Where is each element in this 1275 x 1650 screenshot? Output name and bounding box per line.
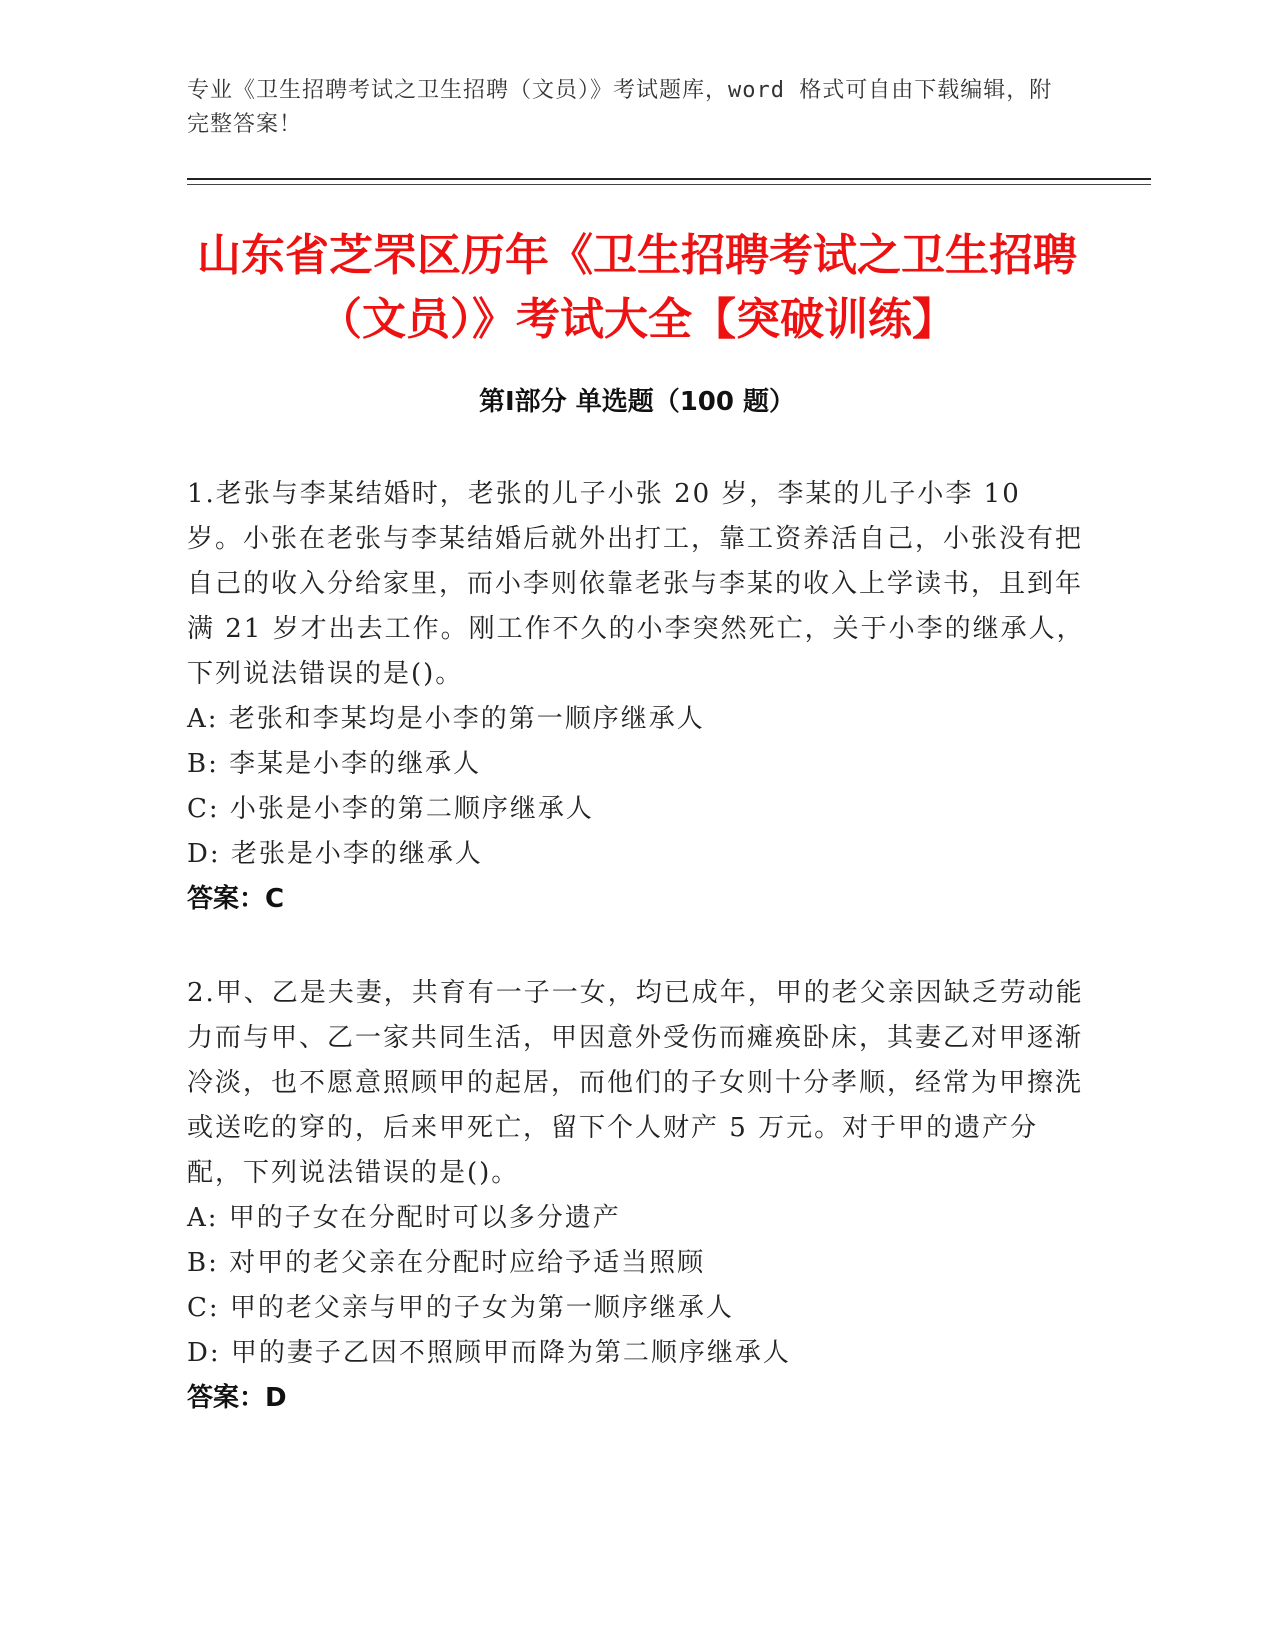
answer: 答案：D bbox=[187, 1383, 287, 1413]
option-b: B: 对甲的老父亲在分配时应给予适当照顾 bbox=[187, 1248, 706, 1278]
answer: 答案：C bbox=[187, 884, 285, 914]
document-title: 山东省芝罘区历年《卫生招聘考试之卫生招聘（文员）》考试大全【突破训练】 bbox=[197, 230, 1077, 345]
option-b: B: 李某是小李的继承人 bbox=[187, 749, 482, 779]
option-d: D: 甲的妻子乙因不照顾甲而降为第二顺序继承人 bbox=[187, 1338, 791, 1368]
option-a: A: 老张和李某均是小李的第一顺序继承人 bbox=[187, 704, 705, 734]
option-a: A: 甲的子女在分配时可以多分遗产 bbox=[187, 1203, 621, 1233]
question-stem: 1.老张与李某结婚时，老张的儿子小张 20 岁，李某的儿子小李 10 岁。小张在老张与李某结婚后就外出打工，靠工资养活自己，小张没有把自己的收入分给家里，而小李则依靠老张与李某的收入上学读书，且到年满 21 岁才出去工作。刚工作不久的小李突然死亡，关于小李的继承人，下列说法错误的是()。 bbox=[187, 479, 1085, 689]
question-stem: 2.甲、乙是夫妻，共育有一子一女，均已成年，甲的老父亲因缺乏劳动能力而与甲、乙一家共同生活，甲因意外受伤而瘫痪卧床，其妻乙对甲逐渐冷淡，也不愿意照顾甲的起居，而他们的子女则十分孝顺，经常为甲擦洗或送吃的穿的，后来甲死亡，留下个人财产 5 万元。对于甲的遗产分配，下列说法错误的是()。 bbox=[187, 978, 1084, 1188]
question-2 bbox=[187, 971, 1087, 1421]
header-divider-thick bbox=[187, 178, 1151, 180]
option-c: C: 甲的老父亲与甲的子女为第一顺序继承人 bbox=[187, 1293, 734, 1323]
question-1 bbox=[187, 472, 1087, 922]
document-header-note: 专业《卫生招聘考试之卫生招聘（文员）》考试题库，word 格式可自由下载编辑，附完整答案！ bbox=[187, 78, 1053, 137]
header-divider-thin bbox=[187, 184, 1151, 185]
option-c: C: 小张是小李的第二顺序继承人 bbox=[187, 794, 594, 824]
section-heading: 第Ⅰ部分 单选题（100 题） bbox=[478, 387, 796, 417]
option-d: D: 老张是小李的继承人 bbox=[187, 839, 483, 869]
